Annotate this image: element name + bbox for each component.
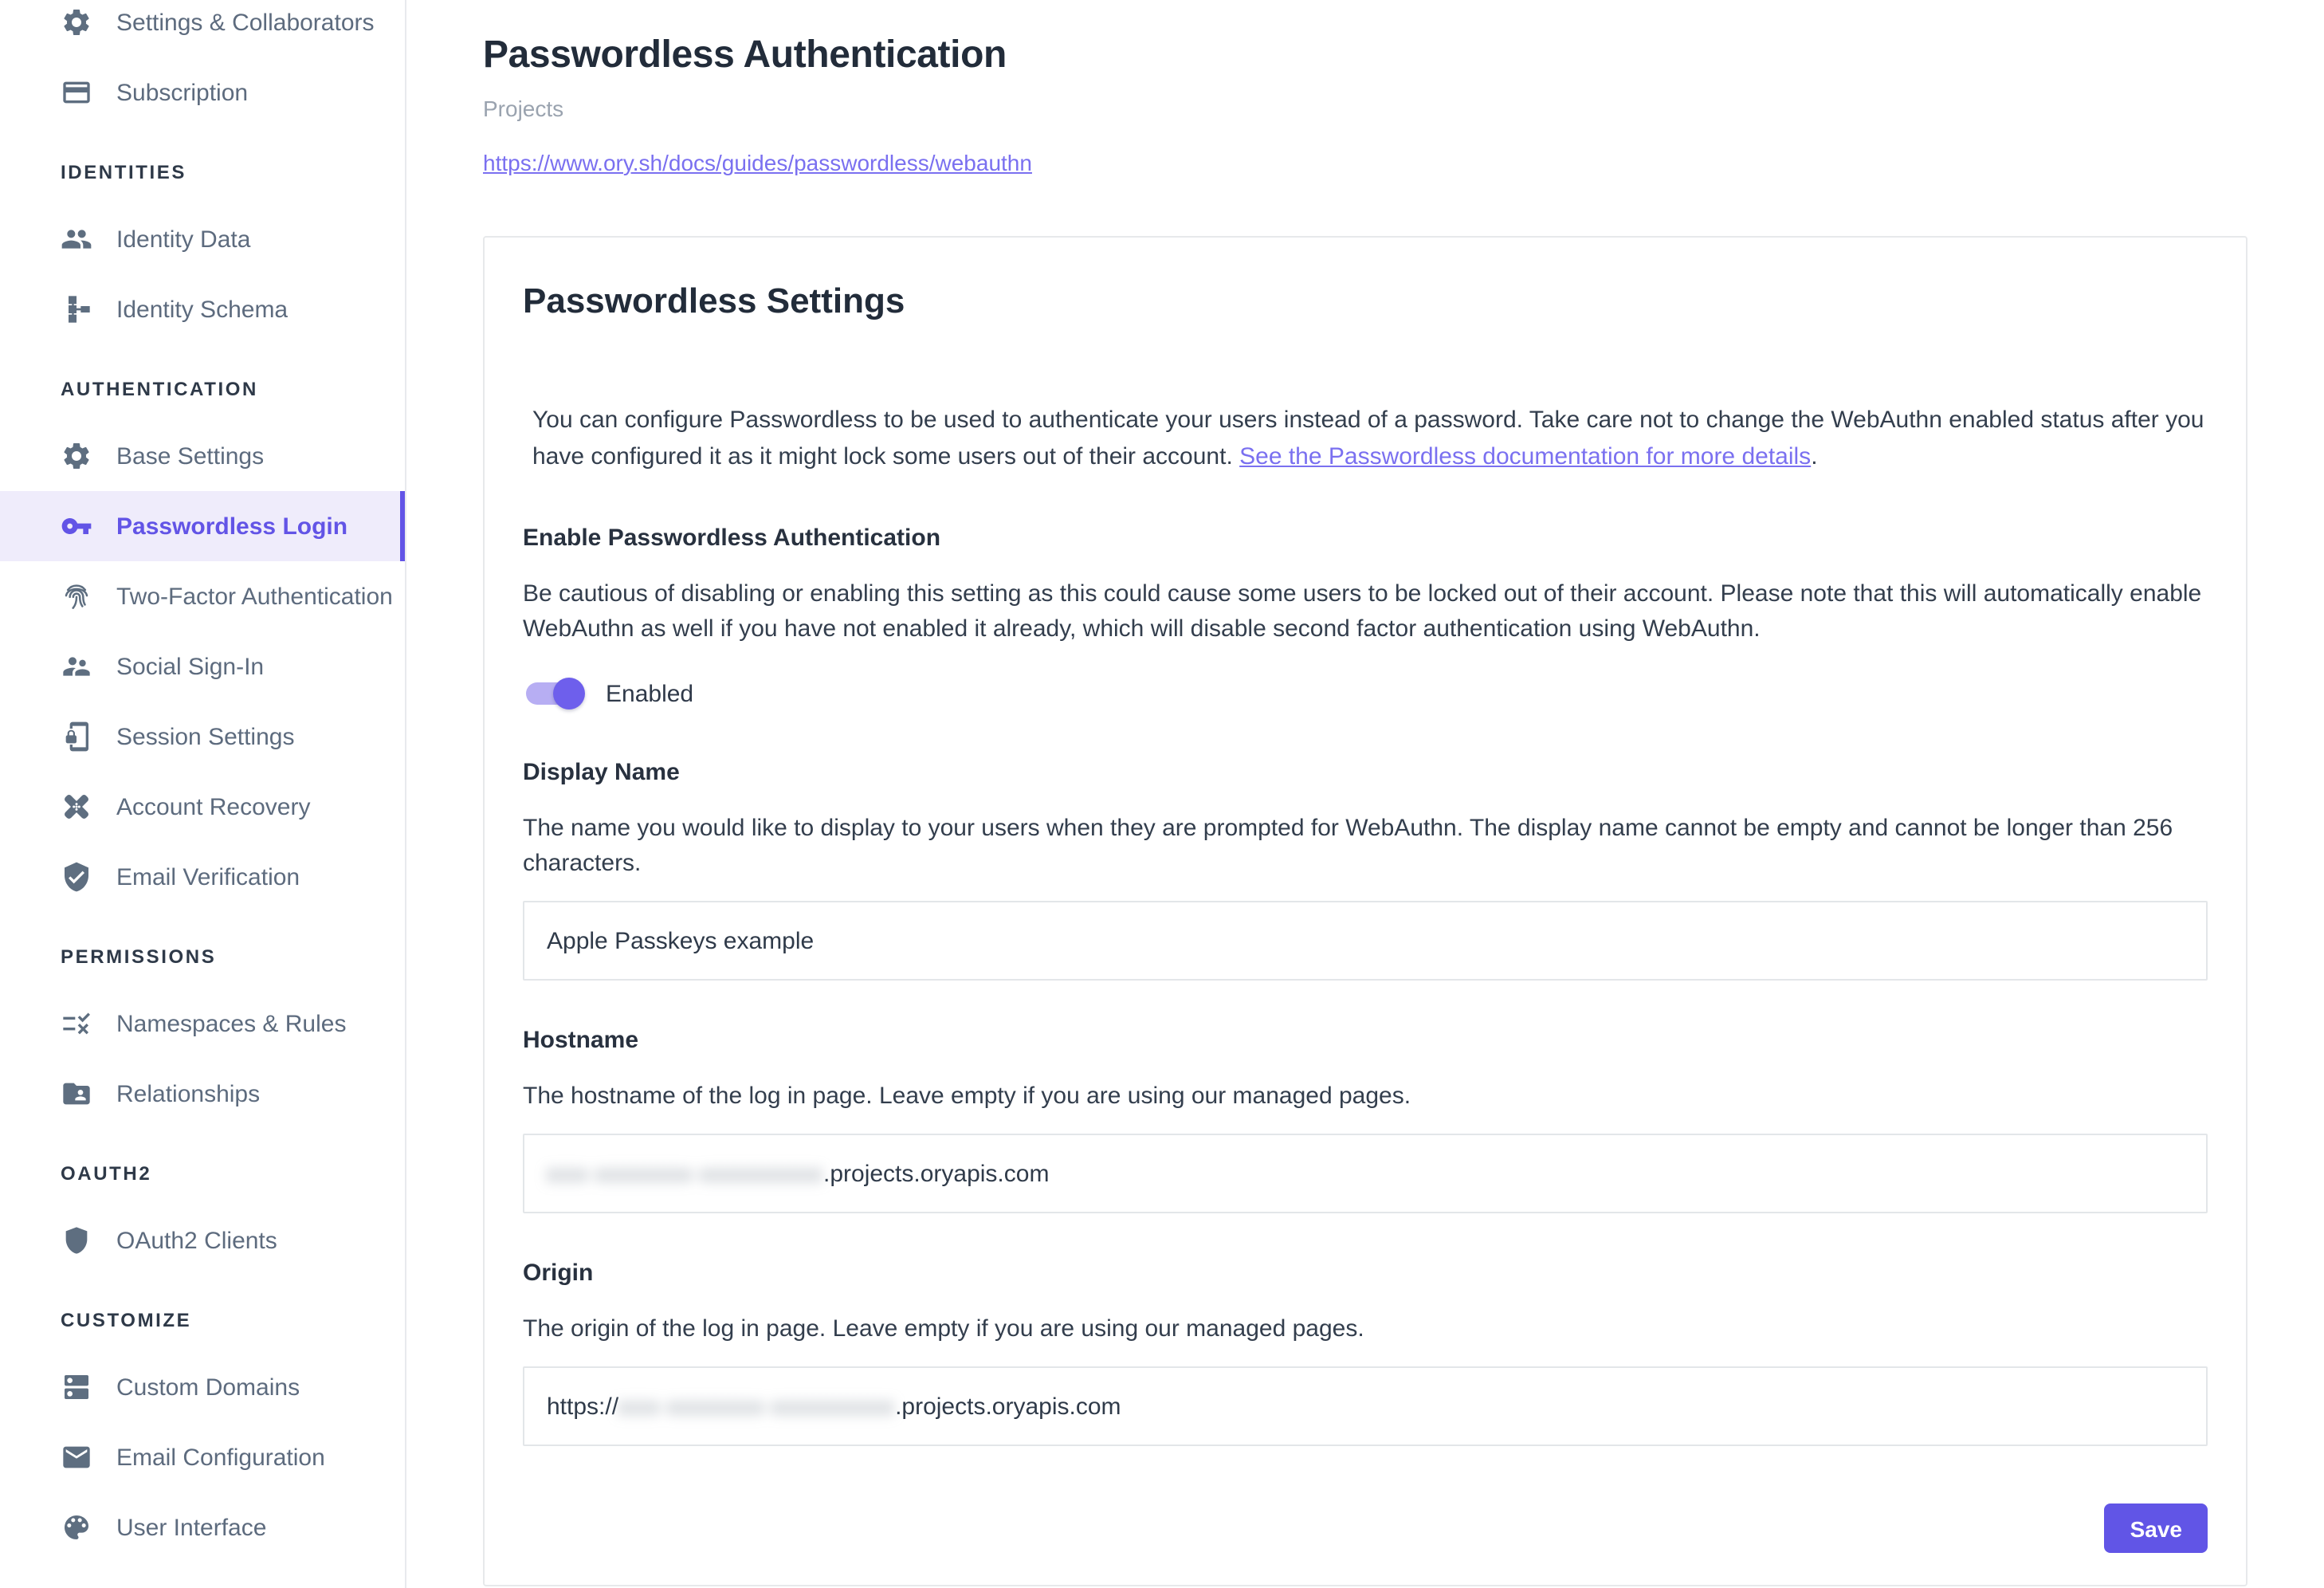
toggle-thumb <box>553 678 585 709</box>
hostname-description: The hostname of the log in page. Leave empty if you are using our managed pages. <box>523 1083 1411 1110</box>
passwordless-settings-card <box>483 236 2247 1586</box>
mail-icon <box>61 1441 92 1473</box>
sidebar-item-user-interface[interactable] <box>0 1492 405 1562</box>
page-title: Passwordless Authentication <box>483 33 1007 77</box>
sidebar-section-customize: CUSTOMIZE <box>61 1309 192 1331</box>
origin-suffix: .projects.oryapis.com <box>895 1393 1121 1420</box>
origin-input[interactable] <box>523 1366 2208 1446</box>
display-name-label: Display Name <box>523 759 680 786</box>
sidebar-item-label: Settings & Collaborators <box>116 9 375 36</box>
origin-label: Origin <box>523 1260 594 1287</box>
hostname-input[interactable] <box>523 1134 2208 1213</box>
sidebar-item-oauth2-clients[interactable] <box>0 1205 405 1276</box>
enable-toggle-row <box>523 674 2208 713</box>
sidebar-item-label: Base Settings <box>116 442 265 470</box>
intro-text: You can configure Passwordless to be used to authenticate your users instead of a password. Take care not to change the WebAuthn enabled status after you have configured it as it might lock some users out of their account. <box>532 407 2204 470</box>
sidebar-item-namespaces-rules[interactable] <box>0 989 405 1059</box>
passwordless-docs-link[interactable]: See the Passwordless documentation for more details <box>1239 442 1812 470</box>
sidebar-item-email-configuration[interactable] <box>0 1422 405 1492</box>
sidebar <box>0 0 406 1588</box>
redacted-hostname: xxx-xxxxxxx-xxxxxxxxx <box>547 1160 823 1187</box>
card-actions <box>523 1503 2208 1553</box>
sidebar-item-two-factor-authentication[interactable] <box>0 561 405 631</box>
sidebar-section-permissions: PERMISSIONS <box>61 945 217 968</box>
sidebar-item-label: OAuth2 Clients <box>116 1227 277 1254</box>
sidebar-item-label: Identity Schema <box>116 296 289 323</box>
sidebar-section-oauth2: OAUTH2 <box>61 1162 152 1185</box>
key-icon <box>61 510 92 542</box>
breadcrumb: Projects <box>483 96 564 121</box>
origin-prefix: https:// <box>547 1393 619 1420</box>
sidebar-item-label: Passwordless Login <box>116 513 348 540</box>
enable-passwordless-description: Be cautious of disabling or enabling this setting as this could cause some users to be locked out of their account. Please note that this will automatically enable WebAuthn as well if you have not enabled it already, which will disable second factor authentication using WebAuthn. <box>523 580 2202 643</box>
rule-icon <box>61 1008 92 1040</box>
sidebar-item-identity-data[interactable] <box>0 204 405 274</box>
docs-link[interactable]: https://www.ory.sh/docs/guides/passwordless/webauthn <box>483 150 1032 175</box>
sidebar-item-label: Identity Data <box>116 226 251 253</box>
gear-icon <box>61 6 92 38</box>
sidebar-item-label: Account Recovery <box>116 793 311 820</box>
sidebar-item-label: Social Sign-In <box>116 653 265 680</box>
sidebar-item-label: User Interface <box>116 1514 267 1541</box>
sidebar-item-label: Email Configuration <box>116 1444 325 1471</box>
enable-passwordless-label: Enable Passwordless Authentication <box>523 525 941 552</box>
sidebar-item-label: Email Verification <box>116 863 300 890</box>
shield-check-icon <box>61 861 92 893</box>
sidebar-nav <box>0 0 405 1562</box>
sidebar-item-label: Custom Domains <box>116 1374 300 1401</box>
sidebar-item-base-settings[interactable] <box>0 421 405 491</box>
passwordless-toggle[interactable] <box>526 682 580 705</box>
shield-icon <box>61 1224 92 1256</box>
sidebar-section-identities: IDENTITIES <box>61 161 187 183</box>
sidebar-item-label: Two-Factor Authentication <box>116 583 393 610</box>
sidebar-item-label: Subscription <box>116 79 249 106</box>
origin-description: The origin of the log in page. Leave empty if you are using our managed pages. <box>523 1315 1364 1342</box>
sidebar-item-session-settings[interactable] <box>0 702 405 772</box>
hostname-label: Hostname <box>523 1027 639 1054</box>
sidebar-item-identity-schema[interactable] <box>0 274 405 344</box>
schema-icon <box>61 293 92 325</box>
hostname-suffix: .projects.oryapis.com <box>823 1160 1050 1187</box>
sidebar-item-passwordless-login[interactable] <box>0 491 405 561</box>
people-icon <box>61 223 92 255</box>
display-name-description: The name you would like to display to your users when they are prompted for WebAuthn. The display name cannot be empty and cannot be longer than 256 characters. <box>523 815 2173 877</box>
main-content <box>406 0 2324 1588</box>
palette-icon <box>61 1511 92 1543</box>
sidebar-item-subscription[interactable] <box>0 57 405 128</box>
sidebar-item-social-sign-in[interactable] <box>0 631 405 702</box>
folder-user-icon <box>61 1078 92 1110</box>
sidebar-item-relationships[interactable] <box>0 1059 405 1129</box>
sidebar-item-label: Session Settings <box>116 723 295 750</box>
healing-icon <box>61 791 92 823</box>
sidebar-item-label: Relationships <box>116 1080 261 1107</box>
save-button[interactable]: Save <box>2105 1503 2208 1553</box>
servers-icon <box>61 1371 92 1403</box>
people-alt-icon <box>61 651 92 682</box>
redacted-origin: xxx-xxxxxxx-xxxxxxxxx <box>618 1393 896 1420</box>
sidebar-item-label: Namespaces & Rules <box>116 1010 347 1037</box>
sidebar-item-settings-collaborators[interactable] <box>0 0 405 57</box>
display-name-input[interactable] <box>523 901 2208 981</box>
phone-lock-icon <box>61 721 92 753</box>
sidebar-item-account-recovery[interactable] <box>0 772 405 842</box>
intro-suffix: . <box>1811 442 1818 470</box>
fingerprint-icon <box>61 580 92 612</box>
gear-icon <box>61 440 92 472</box>
card-title: Passwordless Settings <box>523 281 905 320</box>
sidebar-item-custom-domains[interactable] <box>0 1352 405 1422</box>
toggle-state-label: Enabled <box>606 680 694 707</box>
sidebar-item-email-verification[interactable] <box>0 842 405 912</box>
credit-card-icon <box>61 77 92 108</box>
card-intro <box>532 403 2206 475</box>
sidebar-section-authentication: AUTHENTICATION <box>61 378 258 400</box>
